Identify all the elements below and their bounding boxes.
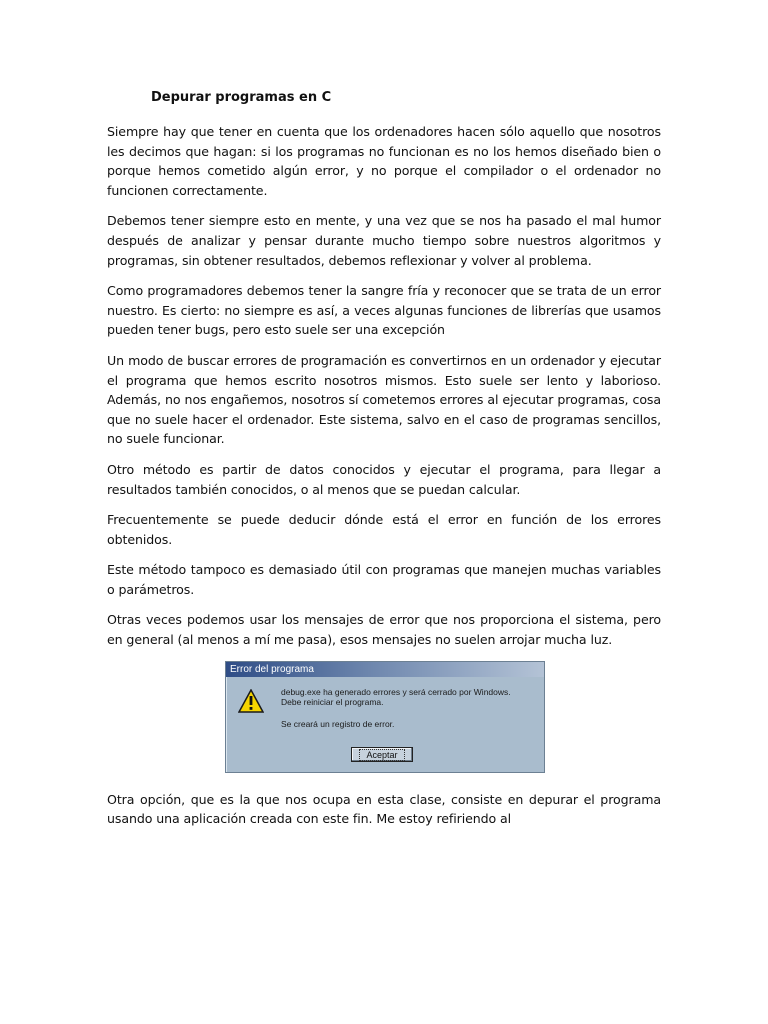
paragraph-7: Este método tampoco es demasiado útil con programas que manejen muchas variables o parámetros.	[107, 562, 661, 597]
dialog-log-message: Se creará un registro de error.	[281, 718, 395, 729]
paragraph-9: Otra opción, que es la que nos ocupa en esta clase, consiste en depurar el programa usando una aplicación creada con este fin. Me estoy refiriendo al	[107, 791, 661, 827]
document-title: Depurar programas en C	[151, 90, 332, 105]
warning-icon	[238, 689, 264, 713]
paragraph-2: Debemos tener siempre esto en mente, y una vez que se nos ha pasado el mal humor después de analizar y pensar durante mucho tiempo sobre nuestros algoritmos y programas, sin obtener resultados, debemos reflexionar y volver al problema.	[107, 213, 661, 268]
paragraph-6: Frecuentemente se puede deducir dónde está el error en función de los errores obtenidos.	[107, 512, 661, 547]
error-dialog	[225, 661, 545, 773]
accept-button[interactable]	[351, 747, 413, 762]
accept-button-label: Aceptar	[359, 749, 404, 761]
paragraph-1: Siempre hay que tener en cuenta que los ordenadores hacen sólo aquello que nosotros les decimos que hagan: si los programas no funcionan es no los hemos diseñado bien o porque hemos cometido algún error, y no porque el compilador o el ordenador no funcionen correctamente.	[107, 124, 661, 198]
paragraph-5: Otro método es partir de datos conocidos y ejecutar el programa, para llegar a resultados también conocidos, o al menos que se puedan calcular.	[107, 461, 661, 497]
dialog-titlebar: Error del programa	[226, 662, 544, 677]
paragraph-8: Otras veces podemos usar los mensajes de error que nos proporciona el sistema, pero en general (al menos a mí me pasa), esos mensajes no suelen arrojar mucha luz.	[107, 612, 661, 648]
document-page	[107, 88, 661, 840]
dialog-message: debug.exe ha generado errores y será cerrado por Windows. Debe reiniciar el programa.	[281, 686, 511, 708]
paragraph-4: Un modo de buscar errores de programación es convertirnos en un ordenador y ejecutar el programa que hemos escrito nosotros mismos. Esto suele ser lento y laborioso. Además, no nos engañemos, nosotros sí cometemos errores al ejecutar programas, cosa que no suele hacer el ordenador. Este sistema, salvo en el caso de programas sencillos, no suele funcionar.	[107, 352, 661, 447]
error-dialog-figure	[107, 661, 661, 773]
paragraph-3: Como programadores debemos tener la sangre fría y reconocer que se trata de un error nuestro. Es cierto: no siempre es así, a veces algunas funciones de librerías que usamos pueden tener bugs, pero esto suele ser una excepción	[107, 283, 661, 338]
